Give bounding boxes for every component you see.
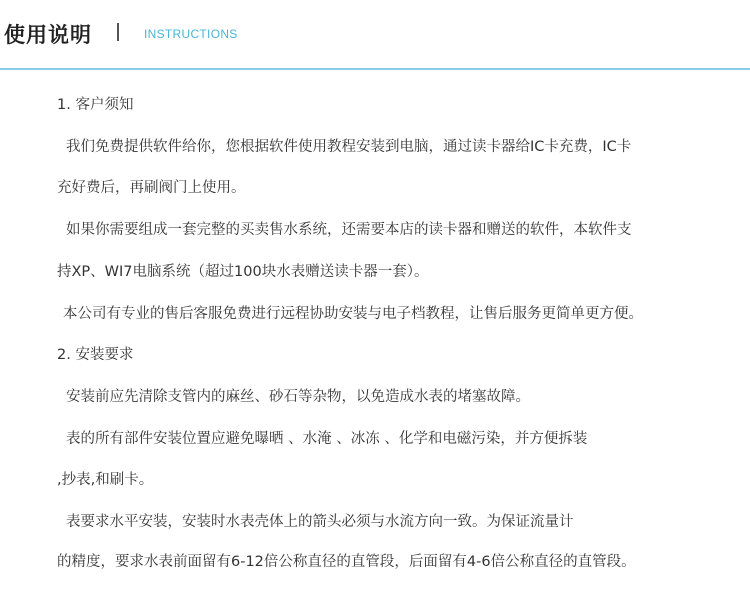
paragraph-line: 的精度，要求水表前面留有6-12倍公称直径的直管段，后面留有4-6倍公称直径的直管段。 — [57, 554, 636, 570]
paragraph-line: 充好费后，再刷阀门上使用。 — [57, 180, 246, 196]
paragraph-line: 表要求水平安装，安装时水表壳体上的箭头必须与水流方向一致。为保证流量计 — [66, 514, 574, 530]
paragraph-line: 我们免费提供软件给你，您根据软件使用教程安装到电脑，通过读卡器给IC卡充费，IC卡 — [66, 139, 632, 155]
header-underline — [0, 68, 750, 70]
page-subtitle: INSTRUCTIONS — [144, 27, 238, 41]
title-divider — [117, 23, 119, 41]
paragraph-line: 持XP、WI7电脑系统（超过100块水表赠送读卡器一套）。 — [57, 264, 429, 280]
paragraph-line: 如果你需要组成一套完整的买卖售水系统，还需要本店的读卡器和赠送的软件，本软件支 — [66, 222, 632, 238]
section-heading-customer-notice: 1. 客户须知 — [57, 97, 134, 113]
paragraph-line: ,抄表,和刷卡。 — [57, 472, 154, 488]
page-title: 使用说明 — [4, 23, 92, 47]
paragraph-line: 表的所有部件安装位置应避免曝晒 、水淹 、冰冻 、化学和电磁污染，并方便拆装 — [66, 431, 588, 447]
paragraph-line: 安装前应先清除支管内的麻丝、砂石等杂物，以免造成水表的堵塞故障。 — [66, 389, 530, 405]
section-heading-installation-requirements: 2. 安装要求 — [57, 347, 134, 363]
page-header — [0, 0, 750, 70]
paragraph-line: 本公司有专业的售后客服免费进行远程协助安装与电子档教程，让售后服务更简单更方便。 — [63, 306, 643, 322]
